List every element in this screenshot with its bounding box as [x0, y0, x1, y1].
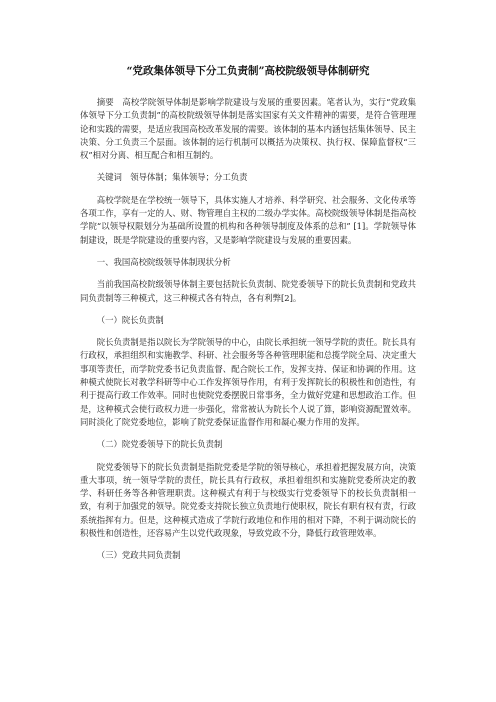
abstract-paragraph: 摘要 高校学院领导体制是影响学院建设与发展的重要因素。笔者认为，实行“党政集体领导下分工负责制”的高校院级领导体制是落实国家有关文件精神的需要，是符合管理理论和实践的需要，是适应我国高校改革发展的需要。该体制的基本内涵包括集体领导、民主决策、分工负责三个层面。该体制的运行机制可以概括为决策权、执行权、保障监督权“三权”相对分离、相互配合和相互制约。 [80, 97, 416, 161]
subsection-heading-2: （二）院党委领导下的院长负责制 [96, 439, 223, 450]
subsection-2-paragraph: 院党委领导下的院长负责制是指院党委是学院的领导核心，承担着把握发展方向，决策重大事项，统一领导学院的责任，院长具有行政权，承担着组织和实施院党委所决定的教学、科研任务等各种管理职责。这种模式有利于与校级实行党委领导下的校长负责制相一致，有利于加强党的领导。院党委支持院长独立负责地行使职权，院长有职有权有责，行政系统指挥有力。但是，这种模式造成了学院行政地位和作用的相对下降，不利于调动院长的积极性和创造性，还容易产生以党代政现象，导致党政不分，降低行政管理效率。 [80, 461, 416, 539]
intro-paragraph: 高校学院是在学校统一领导下，具体实施人才培养、科学研究、社会服务、文化传承等各项工作，享有一定的人、财、物管理自主权的二级办学实体。高校院级领导体制是指高校学院“以领导权限划分为基础所设置的机构和各种领导制度及体系的总和” [1]。学院领导体制建设，既是学院建设的重要内容，又是影响学院建设与发展的重要因素。 [80, 194, 416, 245]
subsection-heading-3: （三）党政共同负责制 [96, 550, 181, 561]
section-heading-1: 一、我国高校院级领导体制现状分析 [96, 256, 231, 267]
subsection-heading-1: （一）院长负责制 [96, 314, 164, 325]
keywords-line: 关键词 领导体制；集体领导；分工负责 [96, 172, 248, 183]
subsection-1-paragraph: 院长负责制是指以院长为学院领导的中心，由院长承担统一领导学院的责任。院长具有行政权，承担组织和实施教学、科研、社会服务等各种管理职能和总揽学院全局、决定重大事项等责任，而学院党委书记负责监督、配合院长工作，发挥支持、保证和协调的作用。这种模式使院长对教学科研等中心工作发挥领导作用，有利于发挥院长的积极性和创造性，有利于提高行政工作效率。同时也使院党委摆脱日常事务，全力做好党建和思想政治工作。但是，这种模式会使行政权力进一步强化，常常被认为院长个人说了算，影响资源配置效率。同时淡化了院党委地位，影响了院党委保证监督作用和凝心聚力作用的发挥。 [80, 337, 416, 427]
paper-title: “党政集体领导下分工负责制”高校院级领导体制研究 [126, 65, 370, 77]
section-1-paragraph: 当前我国高校院级领导体制主要包括院长负责制、院党委领导下的院长负责制和党政共同负责制等三种模式，这三种模式各有特点，各有利弊[2]。 [80, 279, 416, 303]
paper-body [80, 96, 416, 572]
